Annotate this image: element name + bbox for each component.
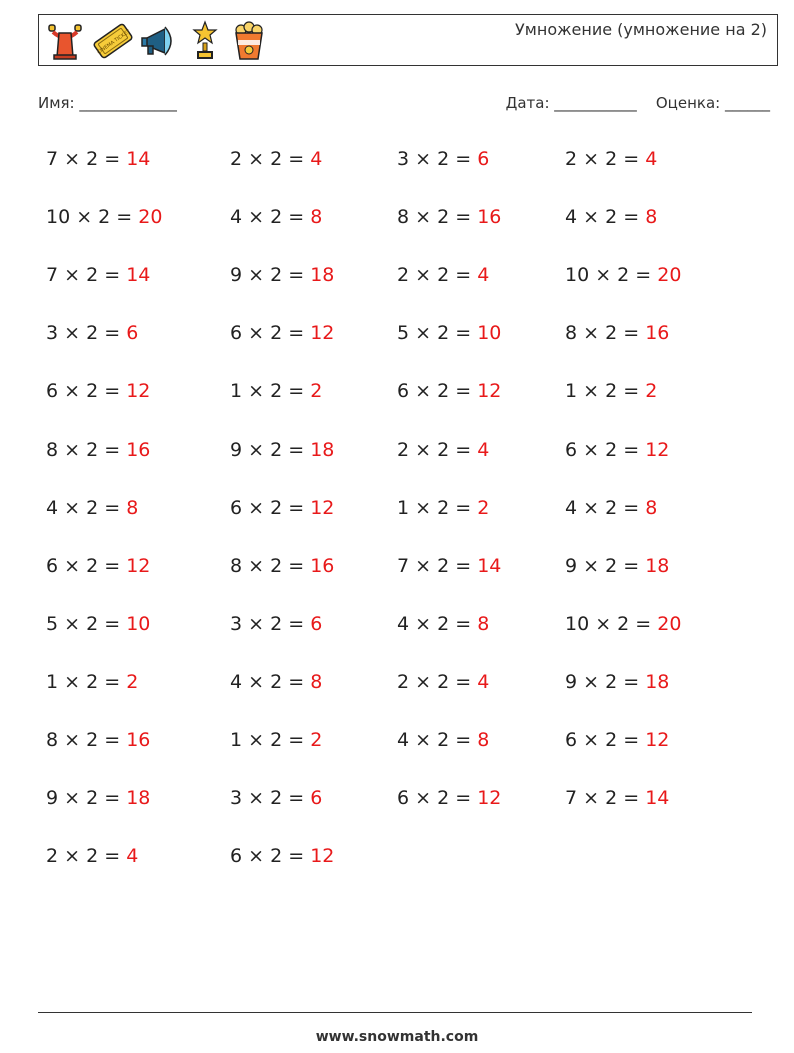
problem-answer: 12: [477, 787, 502, 809]
problem-question: 7 × 2 =: [46, 148, 127, 170]
problem-item: [230, 148, 322, 170]
problem-question: 3 × 2 =: [397, 148, 478, 170]
problem-item: [230, 613, 322, 635]
problem-answer: 14: [477, 555, 502, 577]
problem-item: [397, 555, 501, 577]
problem-item: [397, 148, 489, 170]
problem-answer: 2: [126, 671, 139, 693]
problem-question: 4 × 2 =: [397, 729, 478, 751]
problem-question: 3 × 2 =: [46, 322, 127, 344]
problem-item: [565, 322, 669, 344]
problem-question: 4 × 2 =: [397, 613, 478, 635]
icon-strip: [43, 19, 271, 63]
problem-question: 1 × 2 =: [397, 497, 478, 519]
problem-answer: 8: [645, 497, 658, 519]
problem-item: [230, 380, 322, 402]
problem-question: 2 × 2 =: [397, 439, 478, 461]
problem-question: 10 × 2 =: [565, 264, 658, 286]
problem-question: 1 × 2 =: [230, 729, 311, 751]
problem-answer: 12: [645, 439, 670, 461]
problem-answer: 6: [310, 613, 323, 635]
problem-question: 5 × 2 =: [46, 613, 127, 635]
problem-item: [46, 264, 150, 286]
problem-question: 7 × 2 =: [565, 787, 646, 809]
problem-item: [397, 497, 489, 519]
problem-item: [46, 613, 150, 635]
problem-question: 9 × 2 =: [565, 671, 646, 693]
problem-item: [230, 439, 334, 461]
problem-question: 6 × 2 =: [565, 439, 646, 461]
problem-answer: 4: [310, 148, 323, 170]
problem-answer: 6: [477, 148, 490, 170]
problem-question: 7 × 2 =: [46, 264, 127, 286]
problem-question: 6 × 2 =: [230, 497, 311, 519]
problem-answer: 4: [477, 264, 490, 286]
problem-item: [230, 497, 334, 519]
popcorn-icon: [227, 19, 271, 63]
problem-answer: 20: [138, 206, 163, 228]
problem-answer: 14: [126, 264, 151, 286]
problem-answer: 18: [645, 555, 670, 577]
problem-question: 10 × 2 =: [565, 613, 658, 635]
problem-question: 8 × 2 =: [46, 729, 127, 751]
problem-item: [46, 787, 150, 809]
problem-answer: 10: [477, 322, 502, 344]
cinema-ticket-icon: [91, 19, 135, 63]
problem-question: 9 × 2 =: [230, 264, 311, 286]
problem-item: [565, 380, 657, 402]
problem-item: [565, 206, 657, 228]
svg-text:CINEMA TICKET: CINEMA TICKET: [96, 28, 132, 56]
problem-answer: 6: [126, 322, 139, 344]
problem-item: [230, 729, 322, 751]
problem-item: [46, 555, 150, 577]
problem-question: 2 × 2 =: [397, 671, 478, 693]
header-box: [38, 14, 778, 66]
problem-item: [565, 729, 669, 751]
problem-answer: 16: [126, 439, 151, 461]
problem-item: [565, 555, 669, 577]
megaphone-icon: [139, 19, 183, 63]
problem-question: 2 × 2 =: [230, 148, 311, 170]
problem-answer: 12: [477, 380, 502, 402]
problem-item: [46, 439, 150, 461]
problem-question: 8 × 2 =: [230, 555, 311, 577]
problem-item: [46, 729, 150, 751]
problem-item: [230, 845, 334, 867]
problem-answer: 8: [310, 671, 323, 693]
problem-item: [565, 787, 669, 809]
problem-question: 6 × 2 =: [565, 729, 646, 751]
problem-question: 3 × 2 =: [230, 613, 311, 635]
problem-question: 6 × 2 =: [46, 380, 127, 402]
problem-question: 8 × 2 =: [565, 322, 646, 344]
problem-answer: 4: [477, 439, 490, 461]
problem-item: [46, 497, 138, 519]
problem-item: [565, 264, 681, 286]
problem-item: [230, 787, 322, 809]
stanchion-rope-icon: [43, 19, 87, 63]
problem-answer: 4: [126, 845, 139, 867]
problem-item: [46, 148, 150, 170]
problem-answer: 12: [310, 497, 335, 519]
problem-answer: 16: [126, 729, 151, 751]
problem-question: 6 × 2 =: [397, 787, 478, 809]
problem-answer: 8: [477, 729, 490, 751]
problem-item: [565, 439, 669, 461]
problem-answer: 12: [310, 322, 335, 344]
problem-answer: 4: [477, 671, 490, 693]
problem-answer: 12: [126, 555, 151, 577]
problem-item: [397, 264, 489, 286]
problem-answer: 2: [310, 729, 323, 751]
problem-answer: 8: [310, 206, 323, 228]
problem-item: [397, 613, 489, 635]
problem-question: 4 × 2 =: [46, 497, 127, 519]
problem-item: [397, 671, 489, 693]
problem-answer: 18: [645, 671, 670, 693]
problem-question: 2 × 2 =: [46, 845, 127, 867]
problem-item: [230, 555, 334, 577]
problem-item: [46, 845, 138, 867]
problem-answer: 8: [126, 497, 139, 519]
problem-question: 9 × 2 =: [46, 787, 127, 809]
problem-question: 4 × 2 =: [565, 206, 646, 228]
problem-question: 6 × 2 =: [46, 555, 127, 577]
problem-item: [565, 613, 681, 635]
problem-question: 3 × 2 =: [230, 787, 311, 809]
problem-question: 6 × 2 =: [230, 845, 311, 867]
problem-question: 2 × 2 =: [565, 148, 646, 170]
problem-item: [397, 206, 501, 228]
problem-item: [230, 206, 322, 228]
problem-answer: 16: [645, 322, 670, 344]
problem-question: 4 × 2 =: [230, 206, 311, 228]
problem-answer: 14: [645, 787, 670, 809]
problem-answer: 2: [310, 380, 323, 402]
problem-item: [397, 729, 489, 751]
problem-question: 8 × 2 =: [46, 439, 127, 461]
problem-question: 10 × 2 =: [46, 206, 139, 228]
problem-item: [230, 671, 322, 693]
date-score-fields: [506, 94, 770, 112]
problem-answer: 10: [126, 613, 151, 635]
problem-answer: 16: [477, 206, 502, 228]
problem-question: 1 × 2 =: [46, 671, 127, 693]
problem-question: 1 × 2 =: [565, 380, 646, 402]
star-trophy-icon: [187, 19, 223, 63]
problem-question: 1 × 2 =: [230, 380, 311, 402]
problem-answer: 4: [645, 148, 658, 170]
problem-answer: 12: [645, 729, 670, 751]
date-field: Дата: ___________: [505, 94, 637, 112]
problem-question: 8 × 2 =: [397, 206, 478, 228]
problem-item: [565, 497, 657, 519]
problem-item: [46, 380, 150, 402]
problem-answer: 20: [657, 613, 682, 635]
problem-question: 2 × 2 =: [397, 264, 478, 286]
problem-answer: 12: [126, 380, 151, 402]
problem-item: [397, 322, 501, 344]
problem-item: [230, 264, 334, 286]
problem-answer: 20: [657, 264, 682, 286]
problem-answer: 14: [126, 148, 151, 170]
problem-item: [46, 322, 138, 344]
problem-question: 6 × 2 =: [397, 380, 478, 402]
problem-answer: 18: [310, 439, 335, 461]
problem-question: 5 × 2 =: [397, 322, 478, 344]
problem-question: 7 × 2 =: [397, 555, 478, 577]
problem-answer: 12: [310, 845, 335, 867]
problem-item: [397, 439, 489, 461]
problem-question: 9 × 2 =: [230, 439, 311, 461]
problem-item: [565, 671, 669, 693]
problem-question: 4 × 2 =: [565, 497, 646, 519]
problem-answer: 2: [645, 380, 658, 402]
problem-answer: 16: [310, 555, 335, 577]
problem-question: 6 × 2 =: [230, 322, 311, 344]
problem-item: [397, 380, 501, 402]
problem-item: [46, 671, 138, 693]
problem-item: [46, 206, 162, 228]
footer-divider: [38, 1012, 752, 1013]
problem-item: [565, 148, 657, 170]
problem-answer: 8: [477, 613, 490, 635]
problem-answer: 18: [126, 787, 151, 809]
problem-question: 9 × 2 =: [565, 555, 646, 577]
problem-answer: 18: [310, 264, 335, 286]
problem-answer: 6: [310, 787, 323, 809]
problem-item: [397, 787, 501, 809]
problem-question: 4 × 2 =: [230, 671, 311, 693]
worksheet-title: Умножение (умножение на 2): [515, 20, 767, 39]
footer-url: www.snowmath.com: [315, 1029, 479, 1045]
name-field: Имя: _____________: [38, 94, 177, 112]
problem-item: [230, 322, 334, 344]
problem-answer: 8: [645, 206, 658, 228]
score-field: Оценка: ______: [655, 94, 770, 112]
problem-answer: 2: [477, 497, 490, 519]
